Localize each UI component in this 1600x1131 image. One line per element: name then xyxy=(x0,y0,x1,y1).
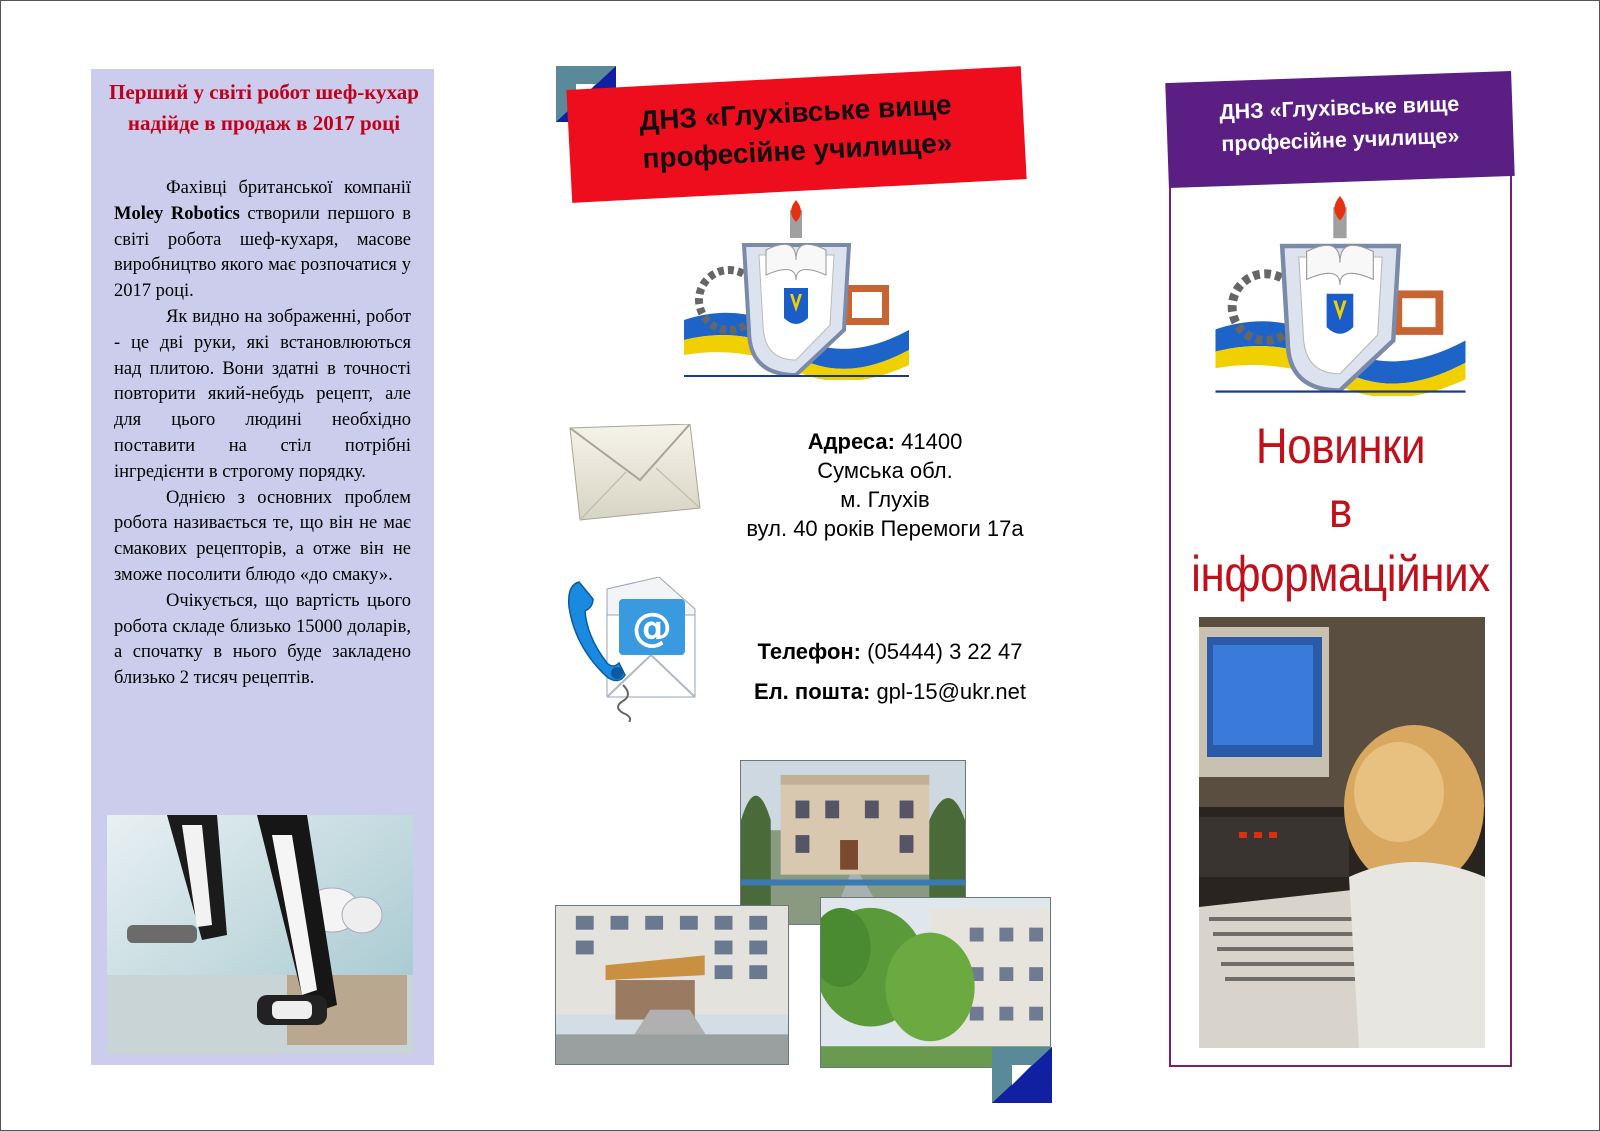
article-paragraph-4: Очікується, що вартість цього робота складе близько 15000 доларів, а спочатку в нього буде закладено близько 2 тисяч рецептів. xyxy=(114,590,411,689)
building-photo-2 xyxy=(555,905,789,1065)
purple-title-banner xyxy=(1165,71,1514,188)
building-photo-3 xyxy=(820,897,1051,1068)
institution-name-right: ДНЗ «Глухівське вище професійне училище» xyxy=(1218,91,1460,157)
title-line-2: в інформаційних xyxy=(1191,482,1490,602)
child-computer-photo xyxy=(1199,617,1485,1048)
email-line xyxy=(710,672,1070,712)
contacts-block xyxy=(710,632,1070,712)
phone-label: Телефон: xyxy=(757,639,862,664)
address-region: Сумська обл. xyxy=(817,458,953,483)
institution-name: ДНЗ «Глухівське вище професійне училище» xyxy=(638,88,953,175)
article-body xyxy=(114,176,411,692)
college-emblem-icon-right xyxy=(1208,196,1473,396)
email-label: Ел. пошта: xyxy=(754,679,871,704)
postal-index: 41400 xyxy=(901,429,963,454)
phone-email-icon xyxy=(567,577,702,722)
address-label: Адреса: xyxy=(807,429,895,454)
article-paragraph-3: Однією з основних проблем робота називається те, що він не має смакових рецепторів, а отже він не зможе посолити блюдо «до смаку». xyxy=(114,487,411,585)
red-title-banner xyxy=(566,66,1026,203)
svg-text:@: @ xyxy=(632,605,672,651)
address-street: вул. 40 років Перемоги 17а xyxy=(746,516,1024,541)
article-paragraph-1: Фахівці британської компанії Moley Robotics створили першого в світі робота шеф-кухаря, масове виробництво якого має розпочатися у 2017 році. xyxy=(114,178,411,302)
phone-number: (05444) 3 22 47 xyxy=(867,639,1023,664)
college-emblem-icon xyxy=(684,200,909,380)
address-line-1 xyxy=(720,427,1050,456)
company-name: Moley Robotics xyxy=(114,203,240,224)
phone-line xyxy=(710,632,1070,672)
address-city: м. Глухів xyxy=(840,487,930,512)
left-panel xyxy=(91,69,434,1065)
title-line-1: Новинки xyxy=(1255,418,1426,474)
article-title: Перший у світі робот шеф-кухар надійде в продаж в 2017 році xyxy=(109,80,419,135)
article-paragraph-2: Як видно на зображенні, робот - це дві руки, які встановлюються над плитою. Вони здатні в точності повторити який-небудь рецепт, але для цього людині необхідно поставити на стіл потрібні інгредієнти в строгому порядку. xyxy=(114,306,411,482)
corner-square-icon-bottom xyxy=(992,1047,1052,1103)
address-block xyxy=(720,427,1050,543)
envelope-icon xyxy=(566,424,716,536)
robot-chef-photo xyxy=(107,815,413,1054)
email-address: gpl-15@ukr.net xyxy=(876,679,1026,704)
